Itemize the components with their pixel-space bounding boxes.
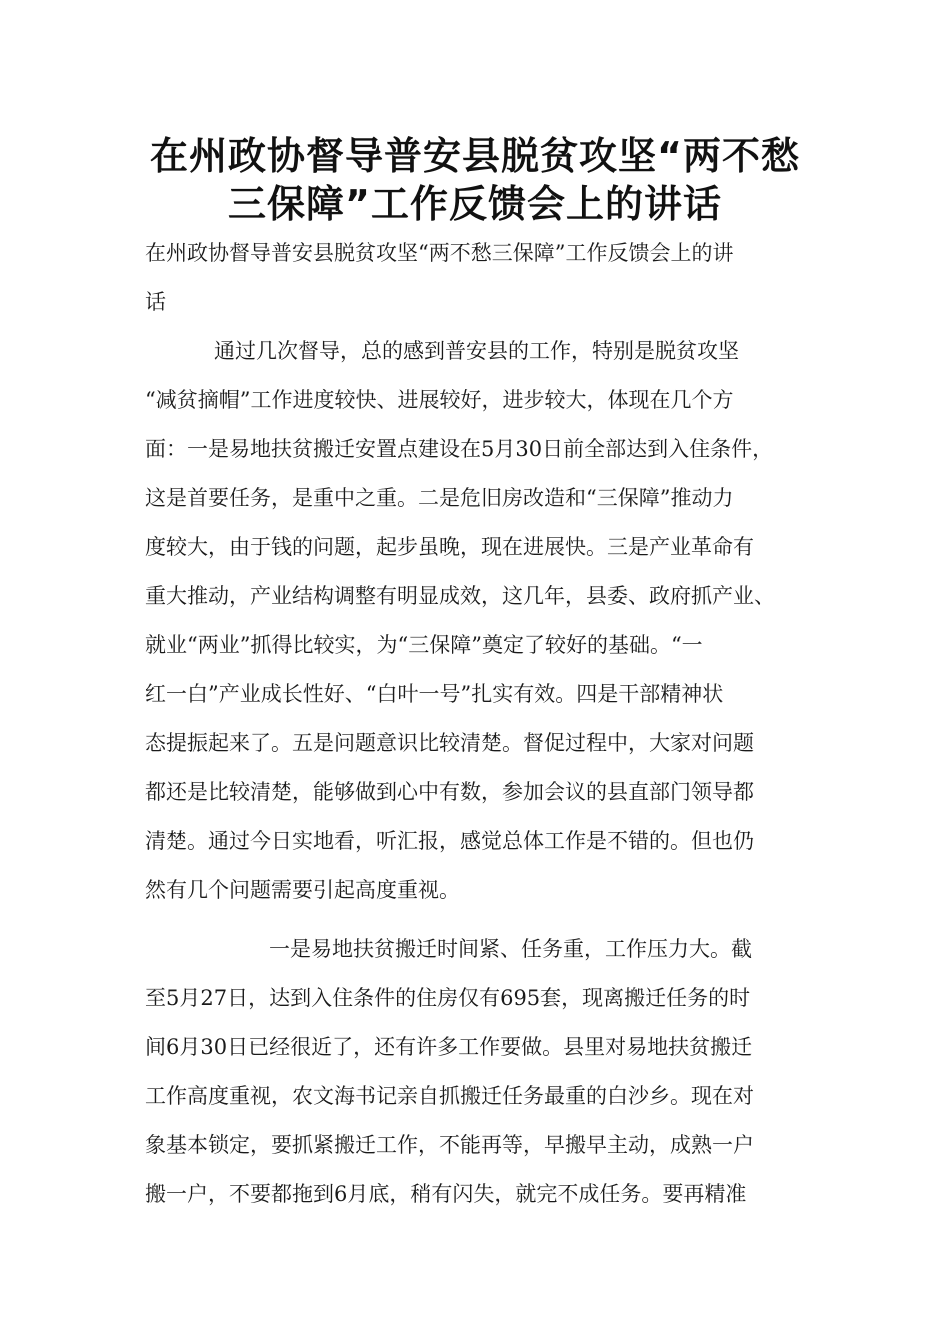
paragraph-line: 一是易地扶贫搬迁时间紧、任务重，工作压力大。截	[269, 937, 752, 961]
paragraph-line: 至5月27日，达到入住条件的住房仅有695套，现离搬迁任务的时	[145, 986, 751, 1010]
paragraph-line: 都还是比较清楚，能够做到心中有数，参加会议的县直部门领导都	[145, 780, 754, 804]
paragraph-line: “减贫摘帽”工作进度较快、进展较好，进步较大，体现在几个方	[145, 388, 734, 412]
paragraph-line: 就业“两业”抓得比较实，为“三保障”奠定了较好的基础。“一	[145, 633, 703, 657]
paragraph-line: 清楚。通过今日实地看，听汇报，感觉总体工作是不错的。但也仍	[145, 829, 754, 853]
paragraph-line: 工作高度重视，农文海书记亲自抓搬迁任务最重的白沙乡。现在对	[145, 1084, 754, 1108]
paragraph-line: 通过几次督导，总的感到普安县的工作，特别是脱贫攻坚	[214, 339, 739, 363]
paragraph-line: 搬一户，不要都拖到6月底，稍有闪失，就完不成任务。要再精准	[145, 1182, 747, 1206]
paragraph-line: 这是首要任务，是重中之重。二是危旧房改造和“三保障”推动力	[145, 486, 734, 510]
subtitle-line: 话	[145, 290, 166, 314]
subtitle-line: 在州政协督导普安县脱贫攻坚“两不愁三保障”工作反馈会上的讲	[145, 241, 734, 265]
paragraph-line: 重大推动，产业结构调整有明显成效，这几年，县委、政府抓产业、	[145, 584, 775, 608]
paragraph-line: 然有几个问题需要引起高度重视。	[145, 878, 460, 902]
document-title-line-1: 在州政协督导普安县脱贫攻坚“两不愁	[150, 134, 800, 178]
paragraph-line: 度较大，由于钱的问题，起步虽晚，现在进展快。三是产业革命有	[145, 535, 754, 559]
paragraph-line: 面：一是易地扶贫搬迁安置点建设在5月30日前全部达到入住条件，	[145, 437, 774, 461]
document-title-line-2: 三保障”工作反馈会上的讲话	[228, 182, 722, 226]
paragraph-line: 红一白”产业成长性好、“白叶一号”扎实有效。四是干部精神状	[145, 682, 724, 706]
paragraph-line: 象基本锁定，要抓紧搬迁工作，不能再等，早搬早主动，成熟一户	[145, 1133, 754, 1157]
paragraph-line: 间6月30日已经很近了，还有许多工作要做。县里对易地扶贫搬迁	[145, 1035, 753, 1059]
paragraph-line: 态提振起来了。五是问题意识比较清楚。督促过程中，大家对问题	[145, 731, 754, 755]
